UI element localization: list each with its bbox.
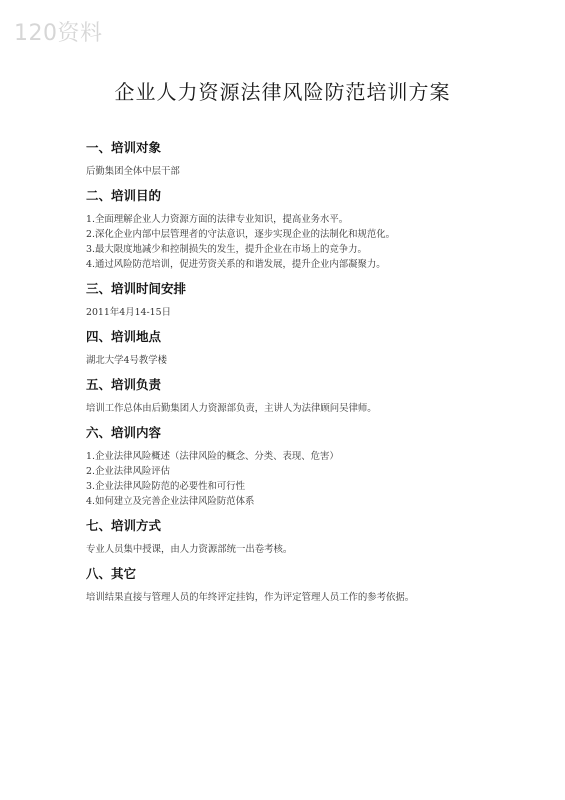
section-training-schedule bbox=[86, 279, 506, 320]
section-heading: 五、培训负责 bbox=[86, 377, 162, 392]
section-heading: 八、其它 bbox=[86, 566, 137, 581]
section-paragraph: 2011年4月14-15日 bbox=[86, 307, 171, 318]
section-heading: 三、培训时间安排 bbox=[86, 281, 187, 296]
list-item: 2.深化企业内部中层管理者的守法意识，逐步实现企业的法制化和规范化。 bbox=[86, 229, 395, 240]
section-paragraph: 后勤集团全体中层干部 bbox=[86, 166, 180, 177]
list-item: 2.企业法律风险评估 bbox=[86, 466, 170, 477]
section-training-purpose bbox=[86, 186, 506, 272]
section-paragraph: 培训工作总体由后勤集团人力资源部负责，主讲人为法律顾问吴律师。 bbox=[86, 403, 377, 414]
list-item: 4.如何建立及完善企业法律风险防范体系 bbox=[86, 496, 255, 507]
list-item: 4.通过风险防范培训，促进劳资关系的和谐发展，提升企业内部凝聚力。 bbox=[86, 259, 386, 270]
content-list bbox=[86, 449, 506, 509]
section-training-responsibility bbox=[86, 375, 506, 416]
section-training-location bbox=[86, 327, 506, 368]
section-heading: 六、培训内容 bbox=[86, 425, 162, 440]
list-item: 3.最大限度地减少和控制损失的发生，提升企业在市场上的竞争力。 bbox=[86, 244, 367, 255]
section-paragraph: 专业人员集中授课，由人力资源部统一出卷考核。 bbox=[86, 544, 293, 555]
document-body bbox=[86, 138, 506, 612]
list-item: 1.企业法律风险概述（法律风险的概念、分类、表现、危害） bbox=[86, 451, 339, 462]
section-heading: 二、培训目的 bbox=[86, 188, 162, 203]
document-title: 企业人力资源法律风险防范培训方案 bbox=[114, 80, 451, 104]
section-other bbox=[86, 564, 506, 605]
section-heading: 四、培训地点 bbox=[86, 329, 162, 344]
watermark-text: 120资料 bbox=[14, 21, 103, 46]
section-heading: 一、培训对象 bbox=[86, 140, 162, 155]
list-item: 3.企业法律风险防范的必要性和可行性 bbox=[86, 481, 245, 492]
purpose-list bbox=[86, 212, 506, 272]
section-paragraph: 培训结果直接与管理人员的年终评定挂钩，作为评定管理人员工作的参考依据。 bbox=[86, 592, 415, 603]
list-item: 1.全面理解企业人力资源方面的法律专业知识，提高业务水平。 bbox=[86, 214, 349, 225]
section-heading: 七、培训方式 bbox=[86, 518, 162, 533]
section-training-method bbox=[86, 516, 506, 557]
section-paragraph: 湖北大学4号教学楼 bbox=[86, 355, 167, 366]
section-training-target bbox=[86, 138, 506, 179]
section-training-content bbox=[86, 423, 506, 509]
